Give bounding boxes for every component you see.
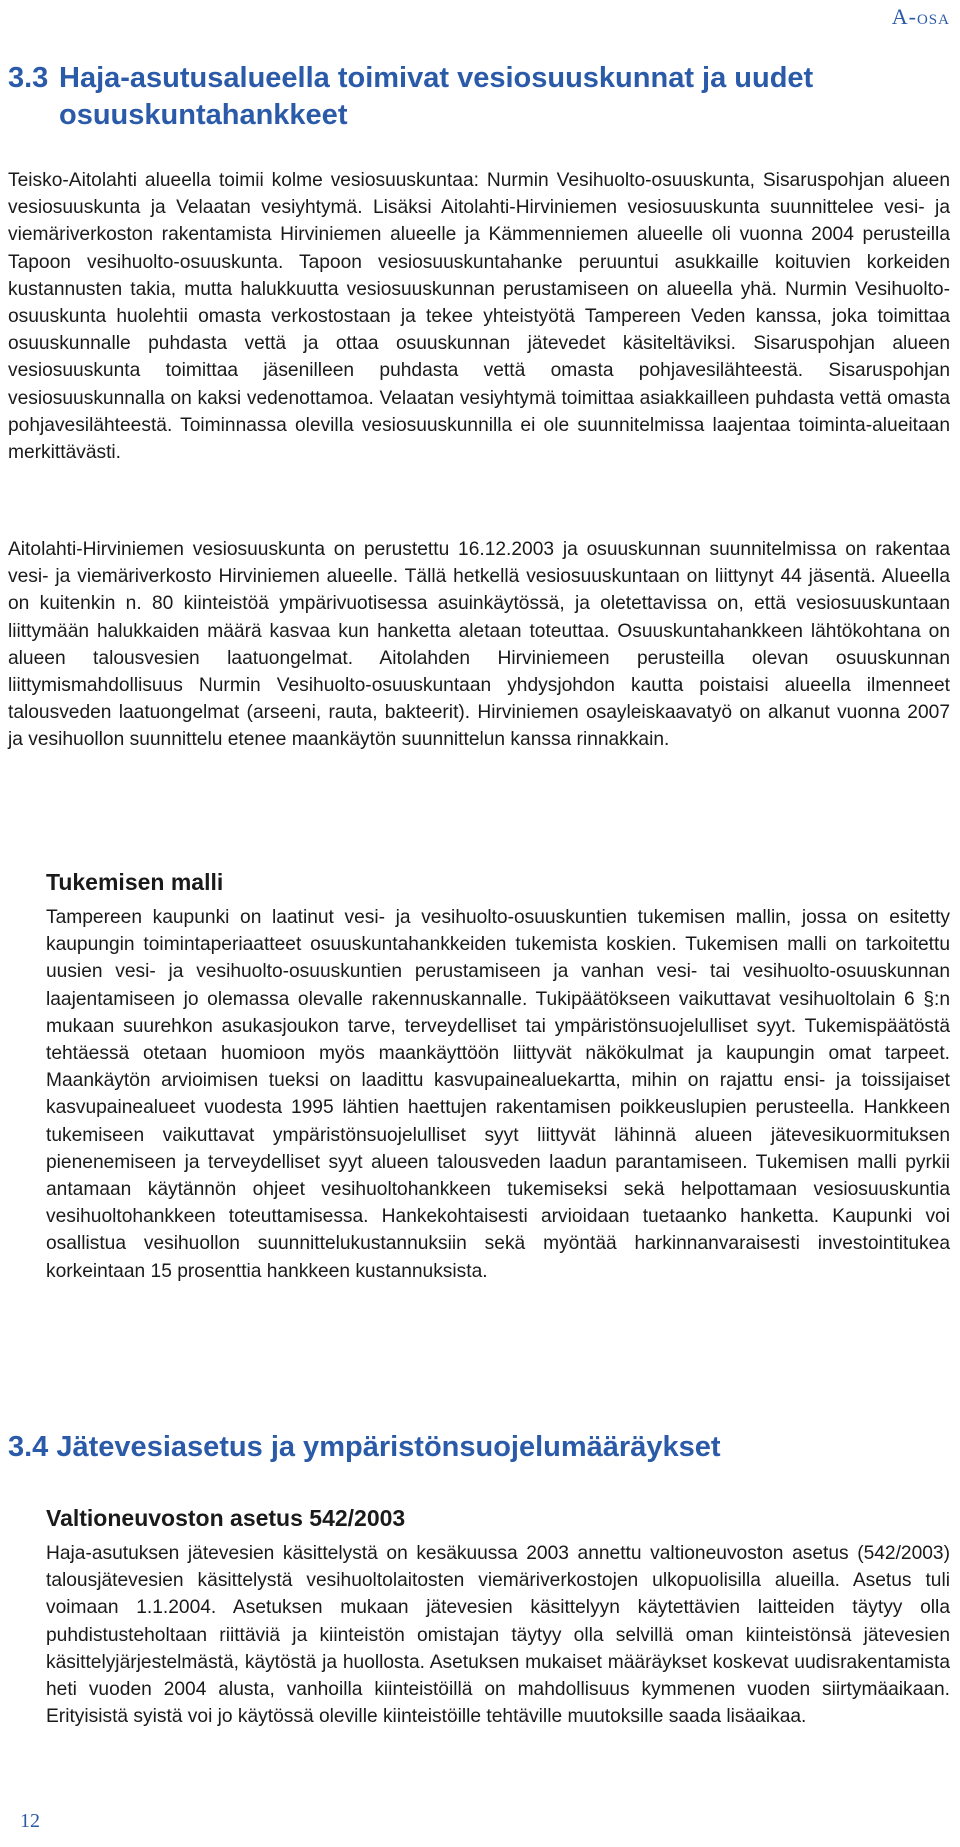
section-title-line1: Haja-asutusalueella toimivat vesiosuuskunnat ja uudet bbox=[59, 62, 814, 94]
section-title-line2: osuuskuntahankkeet bbox=[59, 99, 348, 131]
body-paragraph-tukemisen-malli: Tampereen kaupunki on laatinut vesi- ja vesihuolto-osuuskuntien tukemisen mallin, jossa on esitetty kaupungin toimintaperiaatteet osuuskuntahankkeiden tukemista koskien. Tukemisen malli on tarkoitettu uusien vesi- ja vesihuolto-osuuskuntien perustamiseen ja vanhan vesi- tai vesihuolto-osuuskunnan laajentamiseen jo olemassa olevalle rakennuskannalle. Tukipäätökseen vaikuttavat vesihuoltolain 6 §:n mukaan suurehkon asukasjoukon tarve, terveydelliset tai ympäristönsuojelulliset syyt. Tukemispäätöstä tehtäessä otetaan huomioon myös maankäyttöön liittyvät näkökulmat ja kaupungin omat tarpeet. Maankäytön arvioimisen tueksi on laadittu kasvupainealuekartta, mihin on rajattu ensi- ja toissijaiset kasvupainealueet vuodesta 1995 lähtien haettujen rakentamisen poikkeuslupien perusteella. Hankkeen tukemiseen vaikuttavat ympäristönsuojelulliset syyt liittyvät lähinnä alueen jätevesikuormituksen pienenemiseen ja terveydelliset syyt alueen talousveden laadun parantamiseen. Tukemisen malli pyrkii antamaan käytännön ohjeet vesihuoltohankkeen tukemiseksi sekä helpottamaan vesiosuuskuntia vesihuoltohankkeen toteuttamisessa. Hankekohtaisesti arvioidaan tuetaanko hanketta. Kaupunki voi osallistua vesihuollon suunnittelukustannuksiin sekä myöntää harkinnanvaraisesti investointitukea korkeintaan 15 prosenttia hankkeen kustannuksista. bbox=[46, 907, 950, 1282]
page-number: 12 bbox=[20, 1810, 40, 1832]
running-header: A-osa bbox=[891, 4, 950, 29]
section-number: 3.4 bbox=[8, 1431, 49, 1463]
body-paragraph-1: Teisko-Aitolahti alueella toimii kolme vesiosuuskuntaa: Nurmin Vesihuolto-osuuskunta, Sisaruspohjan alueen vesiosuuskunta ja Velaatan vesiyhtymä. Lisäksi Aitolahti-Hirviniemen vesiosuuskunta suunnittelee vesi- ja viemäriverkoston rakentamista Hirviniemen alueelle ja Kämmenniemen alueelle oli vuonna 2004 perusteilla Tapoon vesihuolto-osuuskunta. Tapoon vesiosuuskuntahanke peruuntui asukkaille koituvien korkeiden kustannusten takia, mutta halukkuutta vesiosuuskunnan perustamiseen on alueella yhä. Nurmin Vesihuolto-osuuskunta huolehtii omasta verkostostaan ja tekee yhteistyötä Tampereen Veden kanssa, joka toimittaa osuuskunnalle puhdasta vettä ja ottaa osuuskunnan jätevedet käsiteltäviksi. Sisaruspohjan alueen vesiosuuskunta toimittaa jäsenilleen puhdasta vettä omasta pohjavesilähteestä. Sisaruspohjan vesiosuuskunnalla on kaksi vedenottamoa. Velaatan vesiyhtymä toimittaa asiakkailleen puhdasta vettä omasta pohjavesilähteestä. Toiminnassa olevilla vesiosuuskunnilla ei ole suunnitelmissa laajentaa toiminta-alueitaan merkittävästi. bbox=[8, 170, 950, 464]
section-heading-3-4 bbox=[8, 1429, 908, 1466]
body-paragraph-2: Aitolahti-Hirviniemen vesiosuuskunta on perustettu 16.12.2003 ja osuuskunnan suunnitelmissa on rakentaa vesi- ja viemäriverkosto Hirviniemen alueelle. Tällä hetkellä vesiosuuskuntaan on liittynyt 44 jäsentä. Alueella on kuitenkin n. 80 kiinteistöä ympärivuotisessa asuinkäytössä, ja oletettavissa on, että vesiosuuskuntaan liittymään halukkaiden määrä kasvaa kun hanketta aletaan toteuttaa. Osuuskuntahankkeen lähtökohtana on alueen talousvesien laatuongelmat. Aitolahden Hirviniemeen perusteilla olevan osuuskunnan liittymismahdollisuus Nurmin Vesihuolto-osuuskuntaan yhdysjohdon kautta poistaisi alueella ilmenneet talousveden laatuongelmat (arseeni, rauta, bakteerit). Hirviniemen osayleiskaavatyö on alkanut vuonna 2007 ja vesihuollon suunnittelu etenee maankäytön suunnittelun kanssa rinnakkain. bbox=[8, 539, 950, 751]
section-title: Jätevesiasetus ja ympäristönsuojelumääräykset bbox=[56, 1431, 721, 1463]
subheading-tukemisen-malli: Tukemisen malli bbox=[46, 869, 224, 895]
section-number: 3.3 bbox=[8, 62, 49, 94]
section-heading-3-3 bbox=[8, 60, 908, 134]
body-paragraph-valtioneuvoston-asetus: Haja-asutuksen jätevesien käsittelystä on kesäkuussa 2003 annettu valtioneuvoston asetus (542/2003) talousjätevesien käsittelystä vesihuoltolaitosten viemäriverkostojen ulkopuolisilla alueilla. Asetus tuli voimaan 1.1.2004. Asetuksen mukaan jätevesien käsittelyyn käytettävien laitteiden täytyy olla puhdistusteholtaan riittäviä ja kiinteistön omistajan täytyy olla selvillä oman kiinteistönsä jätevesien käsittelyjärjestelmästä, käytöstä ja huollosta. Asetuksen mukaiset määräykset koskevat uudisrakentamista heti vuoden 2004 alusta, vanhoilla kiinteistöillä on mahdollisuus kymmenen vuoden siirtymäaikaan. Erityisistä syistä voi jo käytössä oleville kiinteistöille tehtäville muutoksille saada lisäaikaa. bbox=[46, 1543, 950, 1728]
subheading-valtioneuvoston-asetus: Valtioneuvoston asetus 542/2003 bbox=[46, 1505, 406, 1531]
